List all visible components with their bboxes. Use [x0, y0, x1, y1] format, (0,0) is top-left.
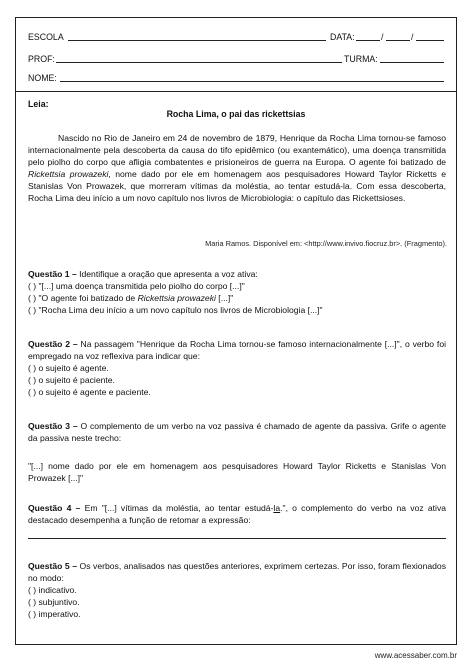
q2-option-3[interactable]: ( ) o sujeito é agente e paciente. [28, 386, 151, 397]
date-separator: / [381, 32, 384, 42]
text-title: Rocha Lima, o pai das rickettsias [166, 109, 306, 119]
question-2: Questão 2 – Na passagem "Henrique da Rocha Lima tornou-se famoso internacionalmente [...]", o verbo foi empregado na voz reflexiva para indicar que: ( ) o sujeito é agente. ( ) o sujeito é paciente. ( ) o sujeito é agente e paciente. [28, 339, 447, 397]
leia-label: Leia: [28, 99, 49, 109]
nome-label: NOME: [28, 73, 57, 83]
date-separator: / [411, 32, 414, 42]
turma-label: TURMA: [344, 54, 378, 64]
date-year-field[interactable] [416, 31, 444, 41]
q1-option-2[interactable]: ( ) "O agente foi batizado de Rickettsia prowazeki [...]" [28, 292, 234, 303]
turma-field[interactable] [380, 53, 444, 63]
footer-url[interactable]: www.acessaber.com.br [374, 651, 457, 660]
source-citation: Maria Ramos. Disponível em: <http://www.invivo.fiocruz.br>. (Fragmento). [205, 239, 447, 248]
question-4: Questão 4 – Em "[...] vítimas da moléstia, ao tentar estudá-la.", o complemento do verbo na voz ativa destacado desempenha a função de retomar a expressão: [28, 503, 447, 525]
q2-option-1[interactable]: ( ) o sujeito é agente. [28, 362, 109, 373]
prof-label: PROF: [28, 54, 55, 64]
q2-option-2[interactable]: ( ) o sujeito é paciente. [28, 374, 115, 385]
question-5: Questão 5 – Os verbos, analisados nas questões anteriores, exprimem certezas. Por isso, foram flexionados no modo: ( ) indicativo. ( ) subjuntivo. ( ) imperativo. [28, 561, 446, 619]
question-1: Questão 1 – Identifique a oração que apresenta a voz ativa: ( ) "[...] uma doença transmitida pelo piolho do corpo [...]" ( ) "O agente foi batizado de Rickettsia prowazeki [...]" ( ) "Rocha Lima deu início a um novo capítulo nos livros de Microbiologia [...]" [28, 269, 446, 317]
escola-label: ESCOLA [28, 32, 64, 42]
q5-option-1[interactable]: ( ) indicativo. [28, 584, 77, 595]
q5-option-3[interactable]: ( ) imperativo. [28, 608, 81, 619]
q1-option-1[interactable]: ( ) "[...] uma doença transmitida pelo piolho do corpo [...]" [28, 280, 245, 291]
escola-field[interactable] [68, 31, 326, 41]
question-3: Questão 3 – O complemento de um verbo na voz passiva é chamado de agente da passiva. Grife o agente da passiva neste trecho: [28, 421, 446, 443]
q3-quote[interactable]: "[...] nome dado por ele em homenagem aos pesquisadores Howard Taylor Ricketts e Stanislas Von Prowazek [...]" [28, 461, 446, 483]
date-month-field[interactable] [386, 31, 410, 41]
q5-option-2[interactable]: ( ) subjuntivo. [28, 596, 80, 607]
q1-option-3[interactable]: ( ) "Rocha Lima deu início a um novo capítulo nos livros de Microbiologia [...]" [28, 304, 323, 315]
prof-field[interactable] [56, 53, 342, 63]
data-label: DATA: [330, 32, 355, 42]
q4-answer-line[interactable] [28, 538, 446, 539]
date-day-field[interactable] [356, 31, 380, 41]
nome-field[interactable] [60, 72, 444, 82]
reading-paragraph: Nascido no Rio de Janeiro em 24 de novembro de 1879, Henrique da Rocha Lima tornou-se famoso internacionalmente pela descoberta da causa do tifo epidêmico (ou exantemático), uma doença transmitida pelo piolho do corpo que afligia combatentes e prisioneiros de guerra na Europa. O agente foi batizado de Rickettsia prowazeki, nome dado por ele em homenagem aos pesquisadores Howard Taylor Ricketts e Stanislas Von Prowazek, que morreram vítimas da moléstia, ao tentar estudá-la. Com essa descoberta, Rocha Lima deu início a um novo capítulo nos livros de Microbiologia: o capítulo das Rickettsioses. [28, 133, 446, 203]
